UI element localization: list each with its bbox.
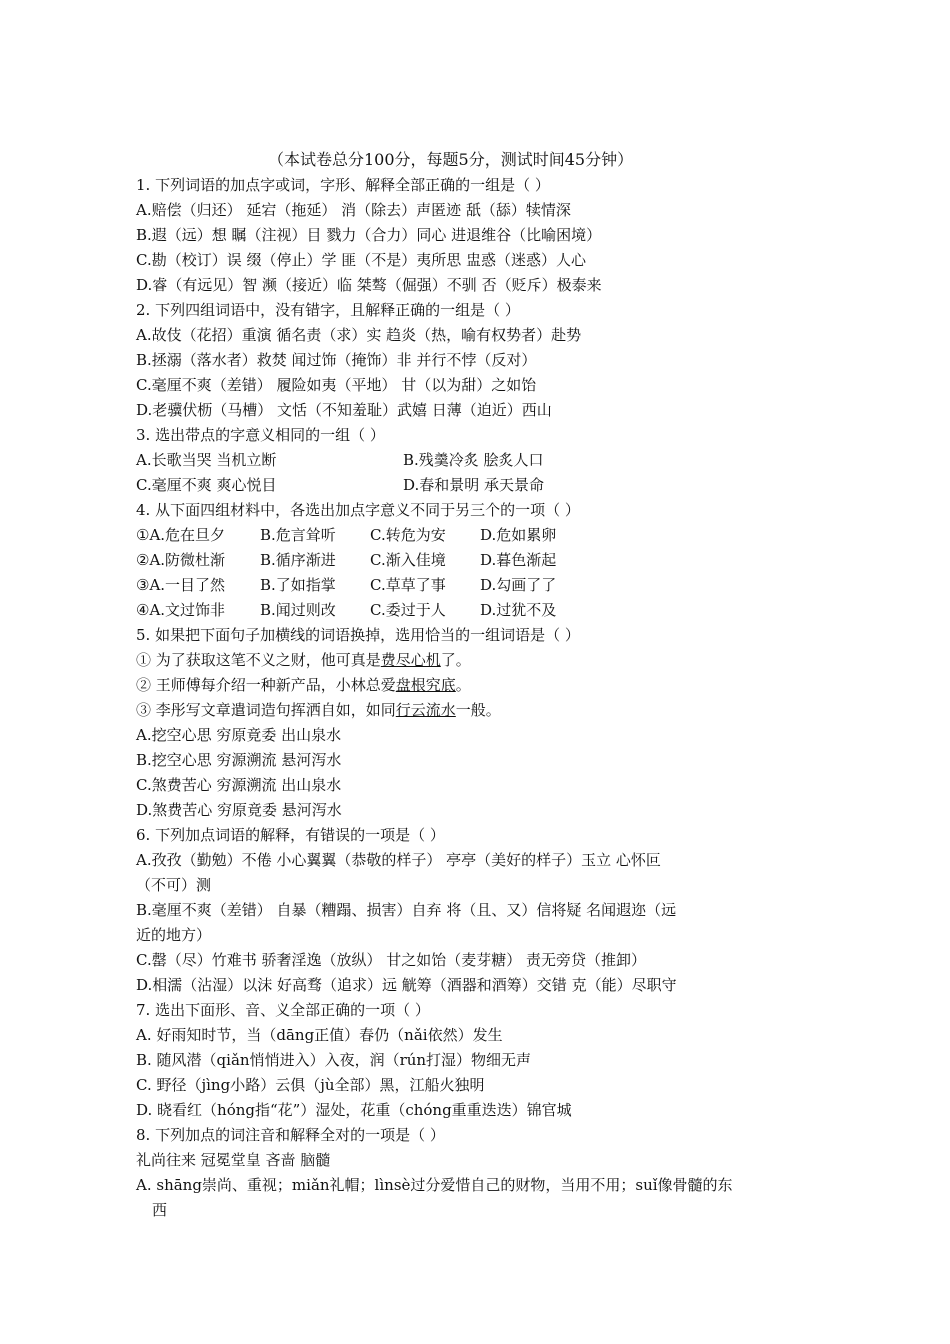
q5-sentence-3-text: ③ 李彤写文章遣词造句挥洒自如，如同 xyxy=(136,701,396,719)
q8-stem: 8. 下列加点的词注音和解释全对的一项是（ ） xyxy=(136,1126,445,1144)
q5-sentence-3-underlined: 行云流水 xyxy=(395,701,456,719)
q4-row-3-a: ③A.一目了然 xyxy=(136,576,226,594)
q2-option-a: A.故伎（花招）重演 循名责（求）实 趋炎（热，喻有权势者）赴势 xyxy=(136,326,582,344)
q4-row-2-a: ②A.防微杜渐 xyxy=(136,551,226,569)
q6-option-a: A.孜孜（勤勉）不倦 小心翼翼（恭敬的样子） 亭亭（美好的样子）玉立 心怀叵 xyxy=(136,851,661,869)
q5-sentence-1-end: 了。 xyxy=(440,651,471,669)
q6-option-a-cont: （不可）测 xyxy=(136,876,212,894)
q8-words: 礼尚往来 冠冕堂皇 吝啬 脑髓 xyxy=(136,1151,331,1169)
q4-row-4-a: ④A.文过饰非 xyxy=(136,601,226,619)
q5-sentence-2-text: ② 王师傅每介绍一种新产品，小林总爱 xyxy=(136,676,396,694)
q3-option-b: B.残羹冷炙 脍炙人口 xyxy=(403,451,544,469)
q5-sentence-1-underlined: 费尽心机 xyxy=(380,651,441,669)
q4-row-1-c: C.转危为安 xyxy=(370,526,446,544)
q4-row-3-b: B.了如指掌 xyxy=(260,576,336,594)
q7-option-d: D. 晓看红（hóng指“花”）湿处，花重（chóng重重迭迭）锦官城 xyxy=(136,1101,572,1119)
q4-row-2-b: B.循序渐进 xyxy=(260,551,336,569)
q2-option-d: D.老骥伏枥（马槽） 文恬（不知羞耻）武嬉 日薄（迫近）西山 xyxy=(136,401,552,419)
q5-sentence-1 xyxy=(136,650,471,670)
q4-row-4-b: B.闻过则改 xyxy=(260,601,336,619)
q5-option-c: C.煞费苦心 穷源溯流 出山泉水 xyxy=(136,776,342,794)
q8-option-a-cont: 西 xyxy=(152,1201,168,1219)
q6-option-b-cont: 近的地方） xyxy=(136,926,212,944)
q4-stem: 4. 从下面四组材料中，各选出加点字意义不同于另三个的一项（ ） xyxy=(136,501,580,519)
q2-option-c: C.毫厘不爽（差错） 履险如夷（平地） 甘（以为甜）之如饴 xyxy=(136,376,537,394)
q4-row-1-a: ①A.危在旦夕 xyxy=(136,526,226,544)
q1-option-b: B.遐（远）想 瞩（注视）目 戮力（合力）同心 进退维谷（比喻困境） xyxy=(136,226,602,244)
q4-row-4-c: C.委过于人 xyxy=(370,601,446,619)
q5-sentence-2 xyxy=(136,675,471,695)
q5-sentence-1-text: ① 为了获取这笔不义之财，他可真是 xyxy=(136,651,381,669)
q4-row-3-d: D.勾画了了 xyxy=(480,576,557,594)
q7-option-a: A. 好雨知时节，当（dāng正值）春仍（nǎi依然）发生 xyxy=(136,1026,503,1044)
q2-stem: 2. 下列四组词语中，没有错字，且解释正确的一组是（ ） xyxy=(136,301,520,319)
q6-stem: 6. 下列加点词语的解释，有错误的一项是（ ） xyxy=(136,826,445,844)
exam-header: （本试卷总分100分，每题5分，测试时间45分钟） xyxy=(268,150,634,169)
q5-option-d: D.煞费苦心 穷原竟委 悬河泻水 xyxy=(136,801,342,819)
q4-row-1-b: B.危言耸听 xyxy=(260,526,336,544)
q3-option-c: C.毫厘不爽 爽心悦目 xyxy=(136,476,277,494)
q5-sentence-2-underlined: 盘根究底 xyxy=(395,676,456,694)
q5-sentence-3-end: 一般。 xyxy=(455,701,501,719)
q4-row-4-d: D.过犹不及 xyxy=(480,601,557,619)
q4-row-2-d: D.暮色渐起 xyxy=(480,551,557,569)
q7-stem: 7. 选出下面形、音、义全部正确的一项（ ） xyxy=(136,1001,430,1019)
q5-sentence-2-end: 。 xyxy=(455,676,471,694)
q8-option-a: A. shāng崇尚、重视；miǎn礼帽；lìnsè过分爱惜自己的财物，当用不用；suǐ像骨髓的东 xyxy=(136,1176,733,1194)
q3-option-a: A.长歌当哭 当机立断 xyxy=(136,451,277,469)
q3-stem: 3. 选出带点的字意义相同的一组（ ） xyxy=(136,426,385,444)
q6-option-d: D.相濡（沾湿）以沫 好高骛（追求）远 觥筹（酒器和酒筹）交错 克（能）尽职守 xyxy=(136,976,677,994)
q1-option-a: A.赔偿（归还） 延宕（拖延） 消（除去）声匿迹 舐（舔）犊情深 xyxy=(136,201,571,219)
q5-option-a: A.挖空心思 穷原竟委 出山泉水 xyxy=(136,726,342,744)
q3-option-cd xyxy=(136,475,545,495)
q5-sentence-3 xyxy=(136,700,501,720)
q6-option-b: B.毫厘不爽（差错） 自暴（糟蹋、损害）自弃 将（且、又）信将疑 名闻遐迩（远 xyxy=(136,901,677,919)
q6-option-c: C.罄（尽）竹难书 骄奢淫逸（放纵） 甘之如饴（麦芽糖） 责无旁贷（推卸） xyxy=(136,951,647,969)
q1-option-c: C.勘（校订）误 缀（停止）学 匪（不是）夷所思 盅惑（迷惑）人心 xyxy=(136,251,587,269)
q1-option-d: D.睿（有远见）智 濒（接近）临 桀骜（倔强）不驯 否（贬斥）极泰来 xyxy=(136,276,602,294)
q4-row-3-c: C.草草了事 xyxy=(370,576,446,594)
q3-option-ab xyxy=(136,450,544,470)
q2-option-b: B.拯溺（落水者）救焚 闻过饰（掩饰）非 并行不悖（反对） xyxy=(136,351,537,369)
q5-stem: 5. 如果把下面句子加横线的词语换掉，选用恰当的一组词语是（ ） xyxy=(136,626,580,644)
q7-option-b: B. 随风潜（qiǎn悄悄进入）入夜，润（rún打湿）物细无声 xyxy=(136,1051,532,1069)
q7-option-c: C. 野径（jìng小路）云俱（jù全部）黑，江船火独明 xyxy=(136,1076,485,1094)
q3-option-d: D.春和景明 承天景命 xyxy=(403,476,545,494)
q4-row-1-d: D.危如累卵 xyxy=(480,526,557,544)
q5-option-b: B.挖空心思 穷源溯流 悬河泻水 xyxy=(136,751,342,769)
q1-stem: 1. 下列词语的加点字或词，字形、解释全部正确的一组是（ ） xyxy=(136,176,550,194)
q4-row-2-c: C.渐入佳境 xyxy=(370,551,446,569)
